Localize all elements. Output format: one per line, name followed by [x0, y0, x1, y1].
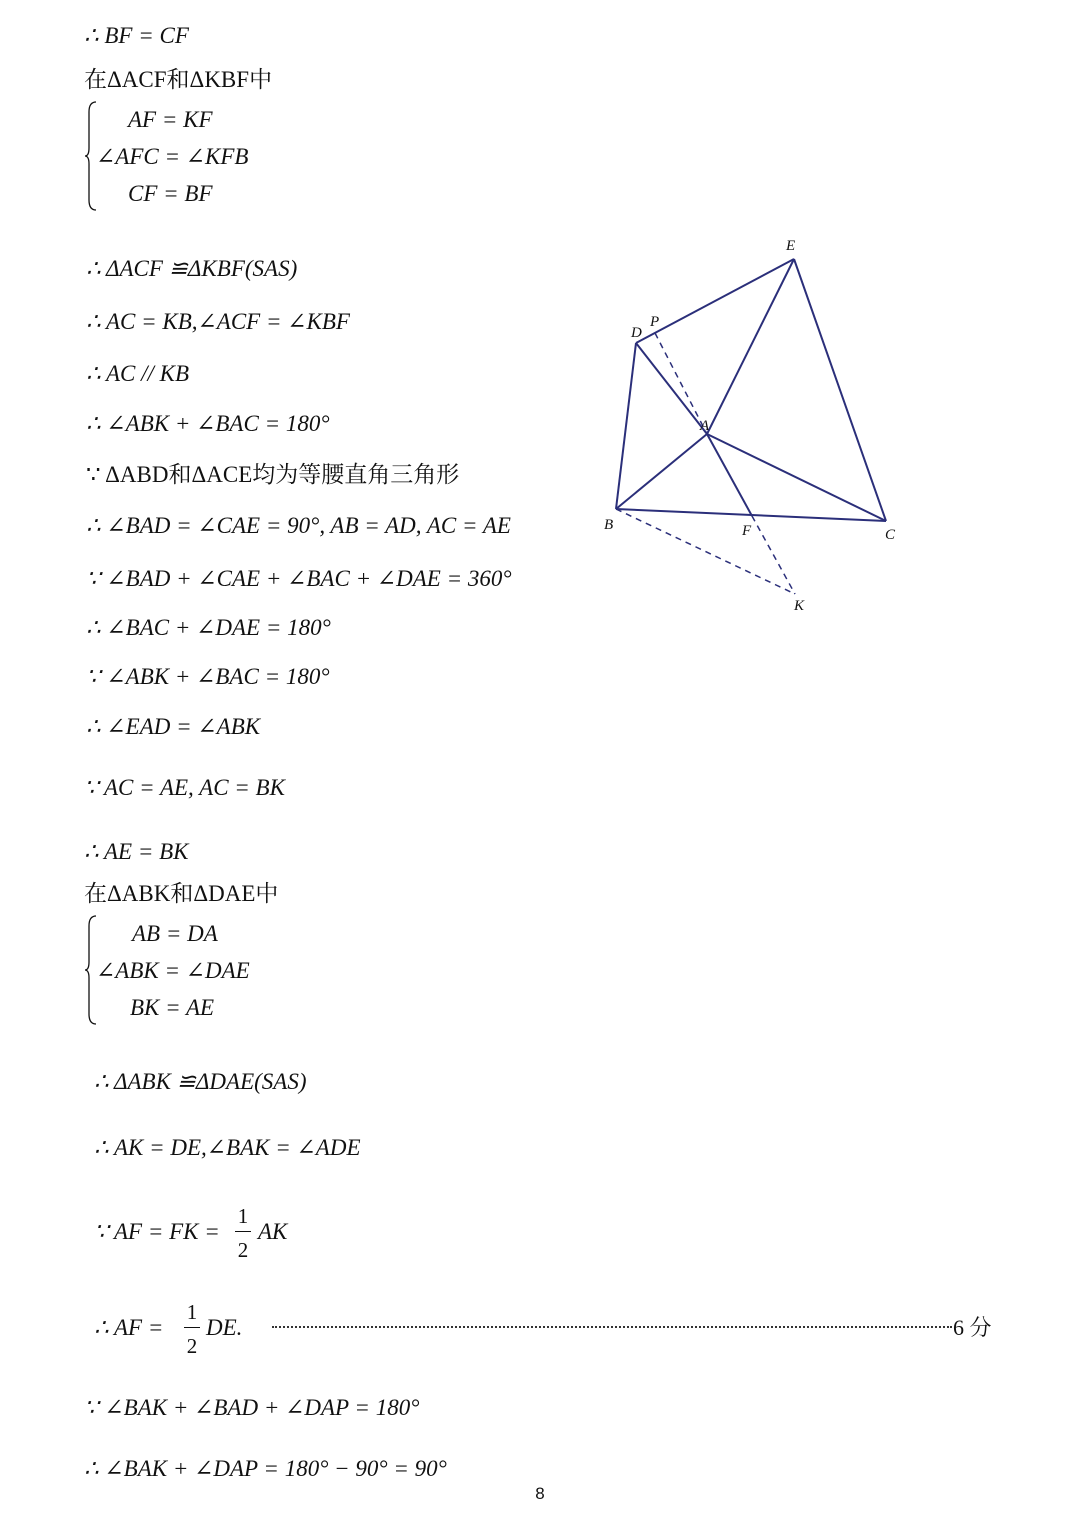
point-label: K — [794, 598, 805, 614]
score-label: 6 分 — [953, 1315, 992, 1340]
system-row: AB = DA — [132, 921, 218, 946]
segment-DA — [636, 343, 707, 434]
segment-AE — [707, 259, 794, 434]
expression-prefix: ∵ AF = FK = — [94, 1219, 220, 1244]
system-row: BK = AE — [130, 995, 215, 1020]
fraction-numerator: 1 — [186, 1300, 198, 1324]
proof-line: ∴ ∠BAK + ∠DAP = 180° − 90° = 90° — [84, 1456, 447, 1481]
proof-line: ∴ AC = KB,∠ACF = ∠KBF — [86, 309, 350, 334]
equation-system — [84, 914, 384, 1026]
fraction-bar — [184, 1327, 200, 1328]
proof-line: ∵ AC = AE, AC = BK — [84, 775, 285, 800]
system-row: ∠ABK = ∠DAE — [96, 958, 250, 983]
point-label: F — [742, 523, 752, 539]
fraction-expression — [94, 1314, 163, 1342]
score-leader-dots — [272, 1326, 952, 1328]
proof-line: ∴ AC // KB — [86, 361, 190, 386]
proof-line: ∵ ∠BAK + ∠BAD + ∠DAP = 180° — [84, 1395, 420, 1420]
system-row: CF = BF — [128, 181, 213, 206]
proof-line: ∴ AK = DE,∠BAK = ∠ADE — [94, 1135, 361, 1160]
page-number: 8 — [535, 1484, 545, 1503]
proof-line: ∴ ΔACF ≌ΔKBF(SAS) — [86, 256, 298, 281]
equation-system — [84, 100, 384, 212]
fraction-expression — [94, 1218, 220, 1246]
segment-DB — [616, 343, 636, 509]
proof-line: ∴ AE = BK — [84, 839, 189, 864]
proof-line: 在ΔACF和ΔKBF中 — [84, 67, 273, 92]
proof-line: 在ΔABK和ΔDAE中 — [84, 881, 279, 906]
proof-line: ∴ ∠EAD = ∠ABK — [86, 714, 261, 739]
proof-line: ∴ BF = CF — [84, 23, 189, 48]
fraction-denominator: 2 — [237, 1238, 249, 1262]
proof-line: ∵ ∠ABK + ∠BAC = 180° — [86, 664, 330, 689]
proof-line: ∴ ∠ABK + ∠BAC = 180° — [86, 411, 330, 436]
geometry-diagram — [590, 228, 930, 618]
point-label: A — [700, 418, 710, 434]
expression-suffix: DE. — [206, 1315, 243, 1340]
segment-DE — [636, 259, 794, 343]
segment-BA — [616, 434, 707, 509]
point-label: D — [631, 325, 642, 341]
fraction-numerator: 1 — [237, 1204, 249, 1228]
segment-BK — [616, 509, 795, 594]
proof-line: ∵ ∠BAD + ∠CAE + ∠BAC + ∠DAE = 360° — [86, 566, 512, 591]
proof-line: ∴ ΔABK ≌ΔDAE(SAS) — [94, 1069, 307, 1094]
proof-line: ∴ ∠BAC + ∠DAE = 180° — [86, 615, 331, 640]
point-label: C — [885, 527, 896, 543]
segment-EC — [794, 259, 886, 521]
point-label: E — [786, 238, 796, 254]
segment-AF — [707, 434, 752, 516]
proof-line: ∴ ∠BAD = ∠CAE = 90°, AB = AD, AC = AE — [86, 513, 511, 538]
segment-FK — [752, 516, 795, 594]
proof-line: ∵ ΔABD和ΔACE均为等腰直角三角形 — [86, 462, 460, 487]
system-row: ∠AFC = ∠KFB — [96, 144, 249, 169]
system-row: AF = KF — [128, 107, 213, 132]
fraction-bar — [235, 1231, 251, 1232]
expression-suffix: AK — [258, 1219, 288, 1244]
expression-prefix: ∴ AF = — [94, 1315, 164, 1340]
point-label: P — [650, 314, 660, 330]
fraction-denominator: 2 — [186, 1334, 198, 1358]
point-label: B — [604, 517, 614, 533]
